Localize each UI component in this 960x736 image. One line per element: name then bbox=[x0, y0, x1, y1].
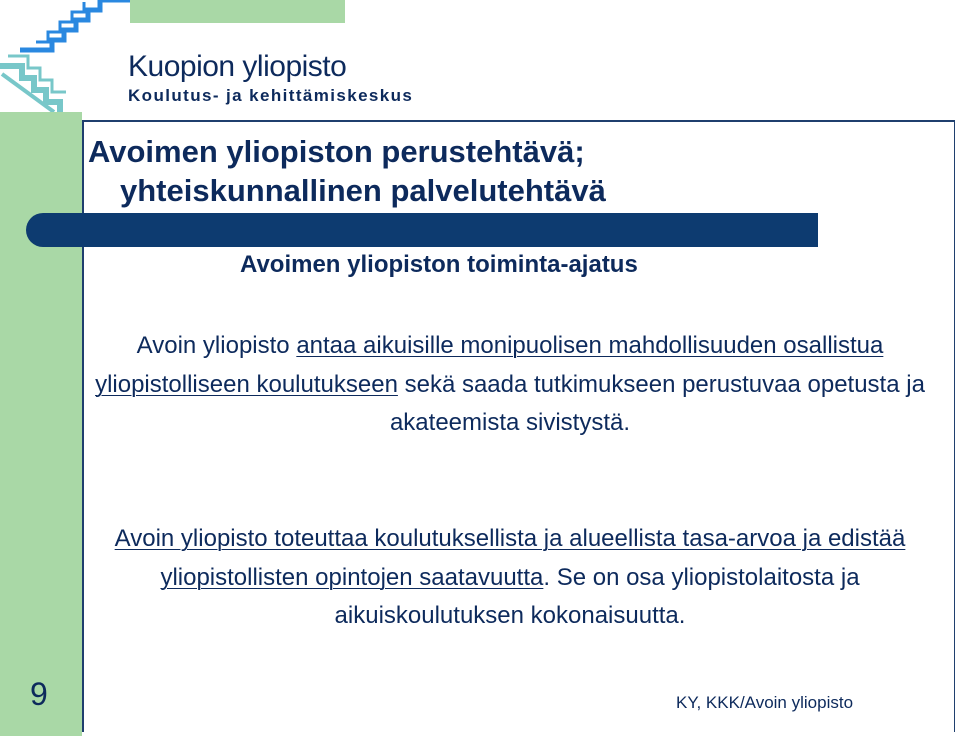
slide-subtitle: Avoimen yliopiston toiminta-ajatus bbox=[240, 251, 638, 278]
paragraph-1-text-a: Avoin yliopisto bbox=[136, 332, 297, 359]
slide-title bbox=[88, 132, 606, 210]
paragraph-1 bbox=[95, 327, 925, 443]
top-color-band bbox=[130, 0, 345, 23]
title-line-2: yhteiskunnallinen palvelutehtävä bbox=[120, 173, 606, 208]
paragraph-2 bbox=[95, 520, 925, 636]
stairs-logo-icon bbox=[0, 0, 130, 112]
page-number: 9 bbox=[30, 676, 48, 712]
org-unit: Koulutus- ja kehittämiskeskus bbox=[128, 86, 414, 105]
org-name: Kuopion yliopisto bbox=[128, 50, 347, 83]
title-line-1: Avoimen yliopiston perustehtävä; bbox=[88, 134, 585, 169]
title-divider-bar bbox=[26, 213, 818, 247]
paragraph-2-underlined: Avoin yliopisto toteuttaa koulutuksellista ja alueellista tasa-arvoa ja edistää yliopistollisten opintojen saatavuutta bbox=[114, 525, 906, 591]
paragraph-1-text-c: sekä saada tutkimukseen perustuvaa opetusta ja akateemista sivistystä. bbox=[389, 370, 925, 436]
footer-text: KY, KKK/Avoin yliopisto bbox=[676, 693, 854, 712]
paragraph-1-underlined: antaa aikuisille monipuolisen mahdollisuuden osallistua yliopistolliseen koulutukseen bbox=[95, 332, 884, 398]
left-color-band bbox=[0, 112, 82, 736]
paragraph-2-text-b: . Se on osa yliopistolaitosta ja aikuiskoulutuksen kokonaisuutta. bbox=[334, 563, 860, 629]
